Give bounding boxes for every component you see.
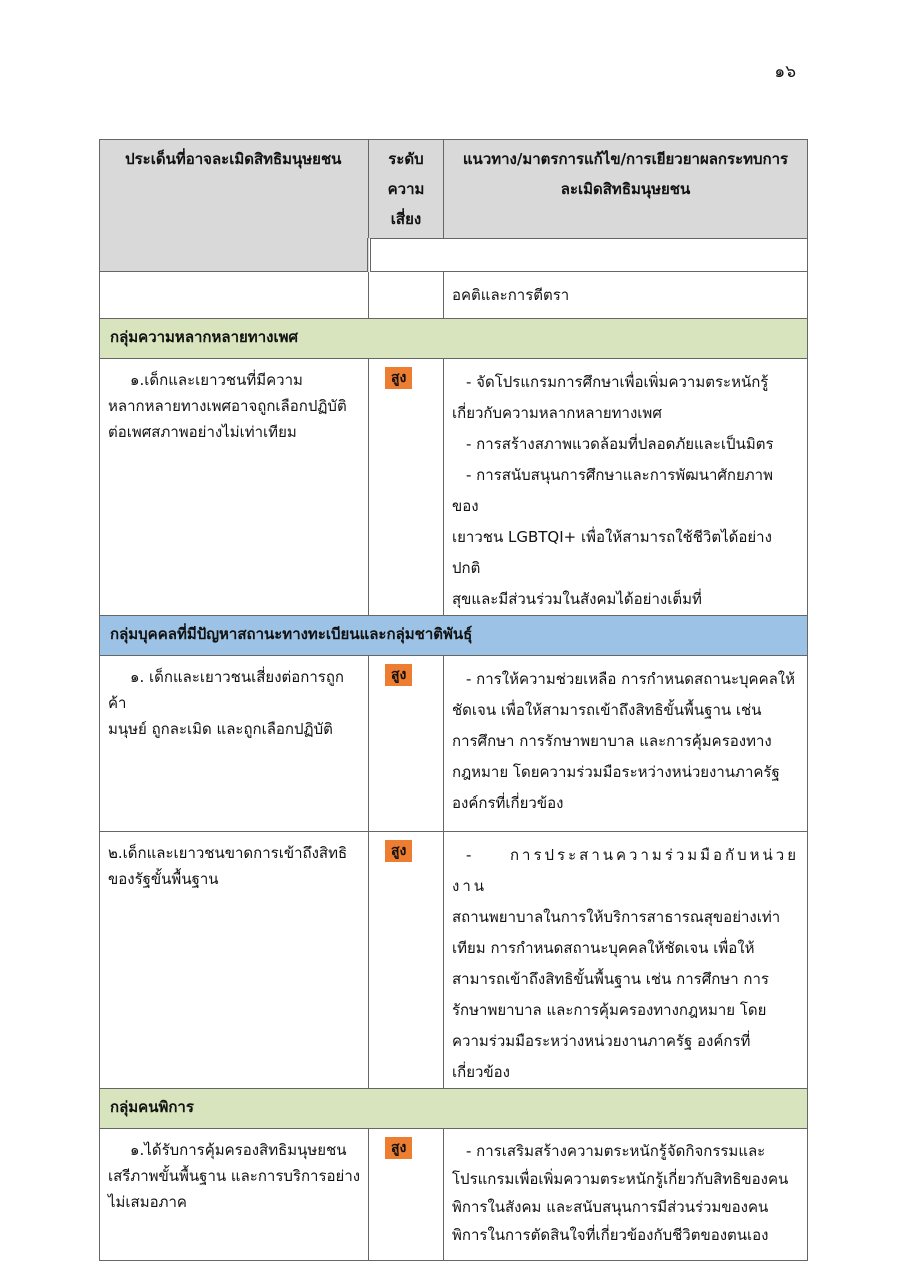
issue-cell: ๑.ได้รับการคุ้มครองสิทธิมนุษยชน เสรีภาพขั้นพื้นฐาน และการบริการอย่าง ไม่เสมอภาค bbox=[100, 1129, 369, 1261]
measure-cell: - การเสริมสร้างความตระหนักรู้จัดกิจกรรมและ โปรแกรมเพื่อเพิ่มความตระหนักรู้เกี่ยวกับสิทธิของคน พิการในสังคม และสนับสนุนการมีส่วนร่วมของคน พิการในการตัดสินใจที่เกี่ยวข้องกับชีวิตของตนเอง bbox=[444, 1129, 808, 1261]
header-blank bbox=[369, 239, 808, 272]
page-number: ๑๖ bbox=[774, 62, 796, 82]
section-row bbox=[100, 616, 808, 656]
measure-cell: - การให้ความช่วยเหลือ การกำหนดสถานะบุคคลให้ ชัดเจน เพื่อให้สามารถเข้าถึงสิทธิขั้นพื้นฐาน เช่น การศึกษา การรักษาพยาบาล และการคุ้มครองทาง กฎหมาย โดยความร่วมมือระหว่างหน่วยงานภาครัฐ องค์กรที่เกี่ยวข้อง bbox=[444, 656, 808, 832]
issue-cell: ๒.เด็กและเยาวชนขาดการเข้าถึงสิทธิ ของรัฐขั้นพื้นฐาน bbox=[100, 832, 369, 1089]
issue-cell: ๑.เด็กและเยาวชนที่มีความ หลากหลายทางเพศอาจถูกเลือกปฏิบัติ ต่อเพศสภาพอย่างไม่เท่าเทียม bbox=[100, 359, 369, 616]
table-row bbox=[100, 656, 808, 832]
table-row bbox=[100, 1129, 808, 1261]
risk-cell bbox=[369, 832, 444, 1089]
section-title: กลุ่มคนพิการ bbox=[100, 1089, 808, 1129]
table-header-row bbox=[100, 140, 808, 239]
table-row bbox=[100, 272, 808, 319]
header-measures: แนวทาง/มาตรการแก้ไข/การเยียวยาผลกระทบการ ละเมิดสิทธิมนุษยชน bbox=[444, 140, 808, 239]
header-risk-level: ระดับ ความ เสี่ยง bbox=[369, 140, 444, 239]
risk-badge: สูง bbox=[385, 367, 412, 389]
risk-badge: สูง bbox=[385, 840, 412, 862]
table-row bbox=[100, 359, 808, 616]
table-row bbox=[100, 832, 808, 1089]
risk-badge: สูง bbox=[385, 664, 412, 686]
section-title: กลุ่มความหลากหลายทางเพศ bbox=[100, 319, 808, 359]
header-issue: ประเด็นที่อาจละเมิดสิทธิมนุษยชน bbox=[100, 140, 369, 272]
measure-cell: อคติและการตีตรา bbox=[444, 272, 808, 319]
issue-cell: ๑. เด็กและเยาวชนเสี่ยงต่อการถูกค้า มนุษย์ ถูกละเมิด และถูกเลือกปฏิบัติ bbox=[100, 656, 369, 832]
measure-cell: - จัดโปรแกรมการศึกษาเพื่อเพิ่มความตระหนักรู้ เกี่ยวกับความหลากหลายทางเพศ - การสร้างสภาพแวดล้อมที่ปลอดภัยและเป็นมิตร - การสนับสนุนการศึกษาและการพัฒนาศักยภาพของ เยาวชน LGBTQI+ เพื่อให้สามารถใช้ชีวิตได้อย่างปกติ สุขและมีส่วนร่วมในสังคมได้อย่างเต็มที่ bbox=[444, 359, 808, 616]
risk-cell bbox=[369, 1129, 444, 1261]
risk-cell bbox=[369, 359, 444, 616]
risk-cell bbox=[369, 656, 444, 832]
measure-cell: - การประสานความร่วมมือกับหน่วยงาน สถานพยาบาลในการให้บริการสาธารณสุขอย่างเท่า เทียม การกำหนดสถานะบุคคลให้ชัดเจน เพื่อให้ สามารถเข้าถึงสิทธิขั้นพื้นฐาน เช่น การศึกษา การ รักษาพยาบาล และการคุ้มครองทางกฎหมาย โดย ความร่วมมือระหว่างหน่วยงานภาครัฐ องค์กรที่ เกี่ยวข้อง bbox=[444, 832, 808, 1089]
section-row bbox=[100, 1089, 808, 1129]
section-row bbox=[100, 319, 808, 359]
section-title: กลุ่มบุคคลที่มีปัญหาสถานะทางทะเบียนและกลุ่มชาติพันธุ์ bbox=[100, 616, 808, 656]
risk-badge: สูง bbox=[385, 1137, 412, 1159]
human-rights-risk-table bbox=[99, 139, 808, 1261]
